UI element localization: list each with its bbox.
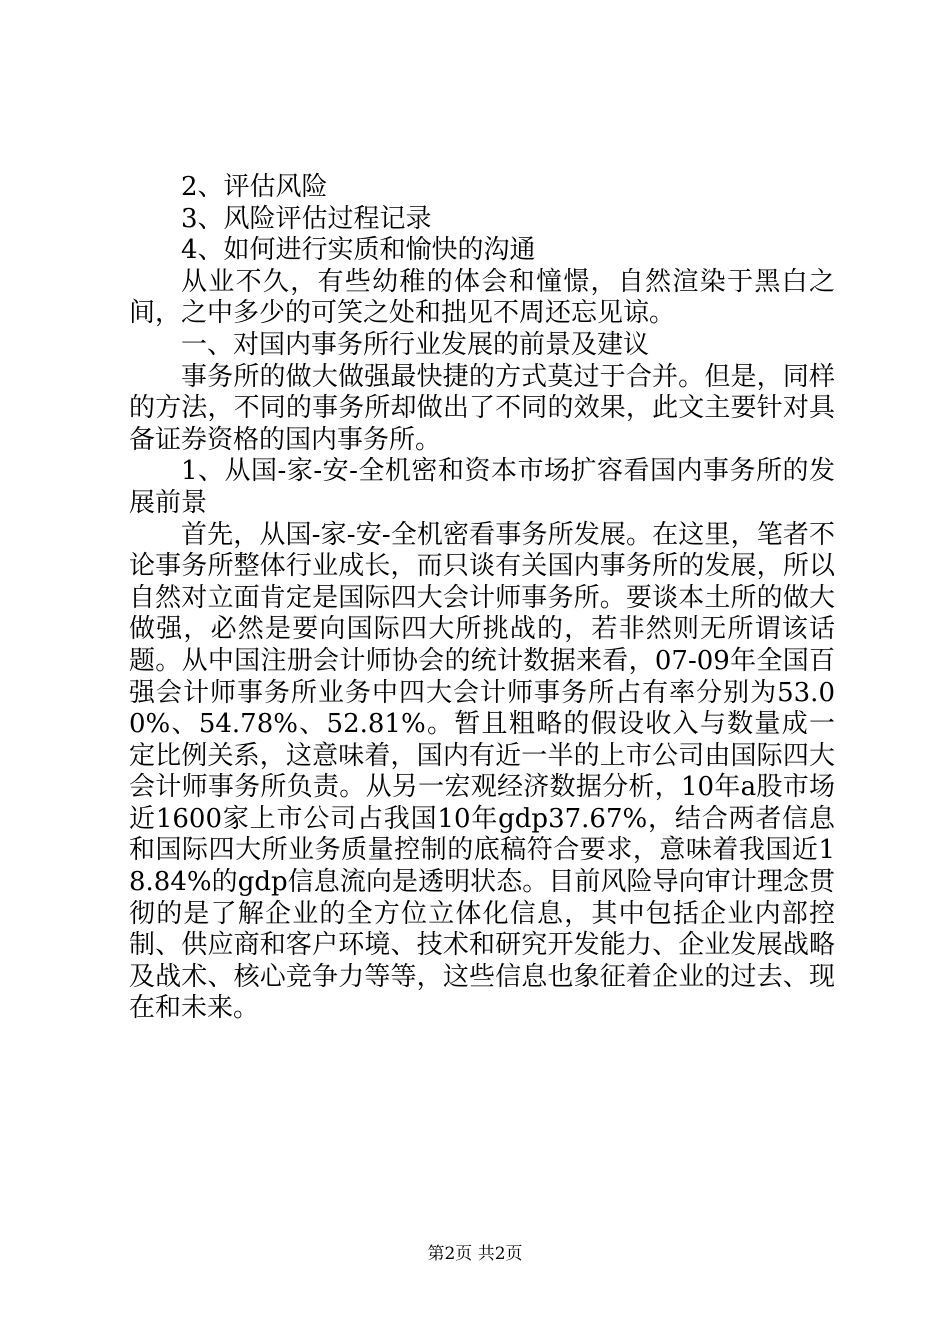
section-heading-1: 一、对国内事务所行业发展的前景及建议	[181, 329, 650, 360]
paragraph-analysis: 首先，从国-家-安-全机密看事务所发展。在这里，笔者不论事务所整体行业成长，而只谈有关国内事务所的发展，所以自然对立面肯定是国际四大会计师事务所。要谈本土所的做大做强，必然是要向国际四大所挑战的，若非然则无所谓该话题。从中国注册会计师协会的统计数据来看，07-09年全国百强会计师事务所业务中四大会计师事务所占有率分别为53.00%、54.78%、52.81%。暂且粗略的假设收入与数量成一定比例关系，这意味着，国内有近一半的上市公司由国际四大会计师事务所负责。从另一宏观经济数据分析，10年a股市场近1600家上市公司占我国10年gdp37.67%，结合两者信息和国际四大所业务质量控制的底稿符合要求，意味着我国近18.84%的gdp信息流向是透明状态。目前风险导向审计理念贯彻的是了解企业的全方位立体化信息，其中包括企业内部控制、供应商和客户环境、技术和研究开发能力、企业发展战略及战术、核心竞争力等等，这些信息也象征着企业的过去、现在和未来。	[129, 519, 835, 1024]
subsection-heading-1: 1、从国-家-安-全机密和资本市场扩容看国内事务所的发展前景	[129, 456, 835, 518]
list-item-communication: 4、如何进行实质和愉快的沟通	[181, 235, 536, 266]
list-item-risk-record: 3、风险评估过程记录	[181, 203, 432, 234]
paragraph-merger: 事务所的做大做强最快捷的方式莫过于合并。但是，同样的方法，不同的事务所却做出了不同的效果，此文主要针对具备证券资格的国内事务所。	[129, 361, 835, 455]
document-body	[129, 172, 835, 1025]
page-footer: 第2页 共2页	[427, 1244, 523, 1264]
paragraph-intro: 从业不久，有些幼稚的体会和憧憬，自然渲染于黑白之间，之中多少的可笑之处和拙见不周还忘见谅。	[129, 266, 835, 329]
list-item-assess-risk: 2、评估风险	[181, 172, 328, 202]
